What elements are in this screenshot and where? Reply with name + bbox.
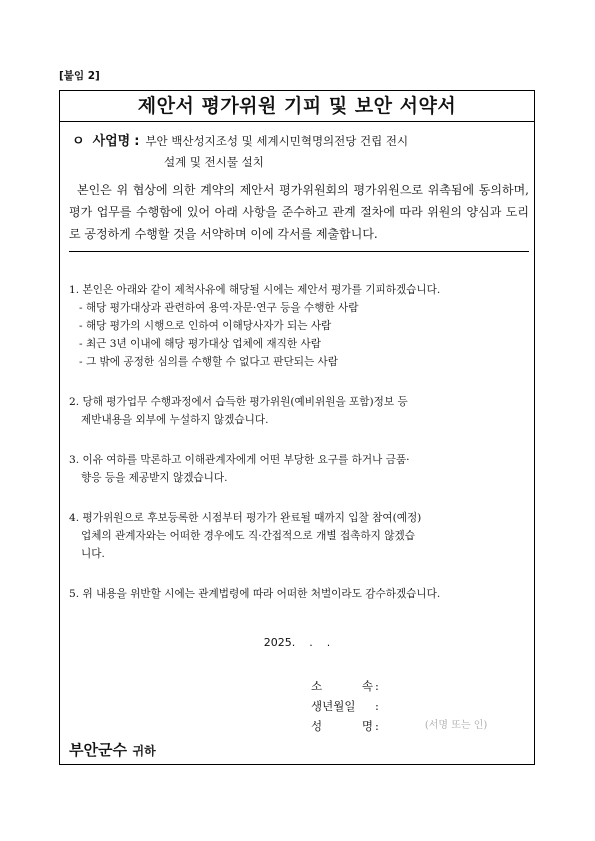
- project-label: 사업명: [92, 134, 131, 149]
- addressee: [69, 739, 156, 760]
- name-colon: :: [375, 719, 379, 733]
- signature-block: [311, 676, 487, 736]
- pledge-item-3: 3. 이유 여하를 막론하고 이해관계자에게 어떤 부당한 요구를 하거나 금품·: [69, 454, 410, 466]
- pledge-item-2-cont: 제반내용을 외부에 누설하지 않겠습니다.: [81, 414, 269, 426]
- addressee-org: 부안군수: [69, 741, 127, 759]
- affiliation-colon: :: [375, 679, 379, 693]
- birthdate-label: 생년월일: [311, 699, 356, 713]
- attachment-label: [붙임 2]: [59, 70, 100, 82]
- date-line: 2025. . .: [263, 636, 331, 649]
- project-name-line2: 설계 및 전시물 설치: [164, 155, 264, 169]
- project-colon: :: [134, 134, 140, 149]
- pledge-item-2: 2. 당해 평가업무 수행과정에서 습득한 평가위원(예비위원을 포함)정보 등: [69, 396, 408, 408]
- intro-paragraph: 본인은 위 협상에 의한 계약의 제안서 평가위원회의 평가위원으로 위촉됨에 동의하며, 평가 업무를 수행함에 있어 아래 사항을 준수하고 관계 절차에 따라 위원의 양심과 도리로 공정하게 수행할 것을 서약하며 이에 각서를 제출합니다.: [69, 179, 529, 252]
- document-title: 제안서 평가위원 기피 및 보안 서약서: [60, 91, 534, 122]
- pledge-item-1: 1. 본인은 아래와 같이 제척사유에 해당될 시에는 제안서 평가를 기피하겠습니다.: [69, 284, 441, 296]
- pledge-form: [59, 90, 535, 765]
- pledge-item-4-cont: 니다.: [81, 548, 105, 560]
- birthdate-colon: :: [375, 699, 379, 713]
- affiliation-label: 소 속: [311, 679, 373, 693]
- name-label: 성 명: [311, 719, 373, 733]
- bullet-icon: ㅇ: [72, 134, 85, 149]
- signature-hint: (서명 또는 인): [424, 720, 488, 731]
- disqualification-reason: - 해당 평가의 시행으로 인하여 이해당사자가 되는 사람: [79, 320, 332, 332]
- disqualification-reason: - 그 밖에 공정한 심의를 수행할 수 없다고 판단되는 사람: [79, 356, 339, 368]
- pledge-item-3-cont: 향응 등을 제공받지 않겠습니다.: [81, 472, 228, 484]
- pledge-items: [69, 281, 531, 603]
- pledge-item-4: 4. 평가위원으로 후보등록한 시점부터 평가가 완료될 때까지 입찰 참여(예정): [69, 512, 422, 524]
- pledge-item-4-cont: 업체의 관계자와는 어떠한 경우에도 직·간접적으로 개별 접촉하지 않겠습: [81, 530, 415, 542]
- addressee-suffix: 귀하: [132, 744, 156, 758]
- pledge-item-5: 5. 위 내용을 위반할 시에는 관계법령에 따라 어떠한 처벌이라도 감수하겠습니다.: [69, 588, 441, 600]
- disqualification-reason: - 해당 평가대상과 관련하여 용역·자문·연구 등을 수행한 사람: [79, 302, 359, 314]
- disqualification-reason: - 최근 3년 이내에 해당 평가대상 업체에 재직한 사람: [79, 338, 321, 350]
- project-name-line1: 부안 백산성지조성 및 세계시민혁명의전당 건립 전시: [145, 134, 409, 148]
- project-section: [72, 131, 527, 172]
